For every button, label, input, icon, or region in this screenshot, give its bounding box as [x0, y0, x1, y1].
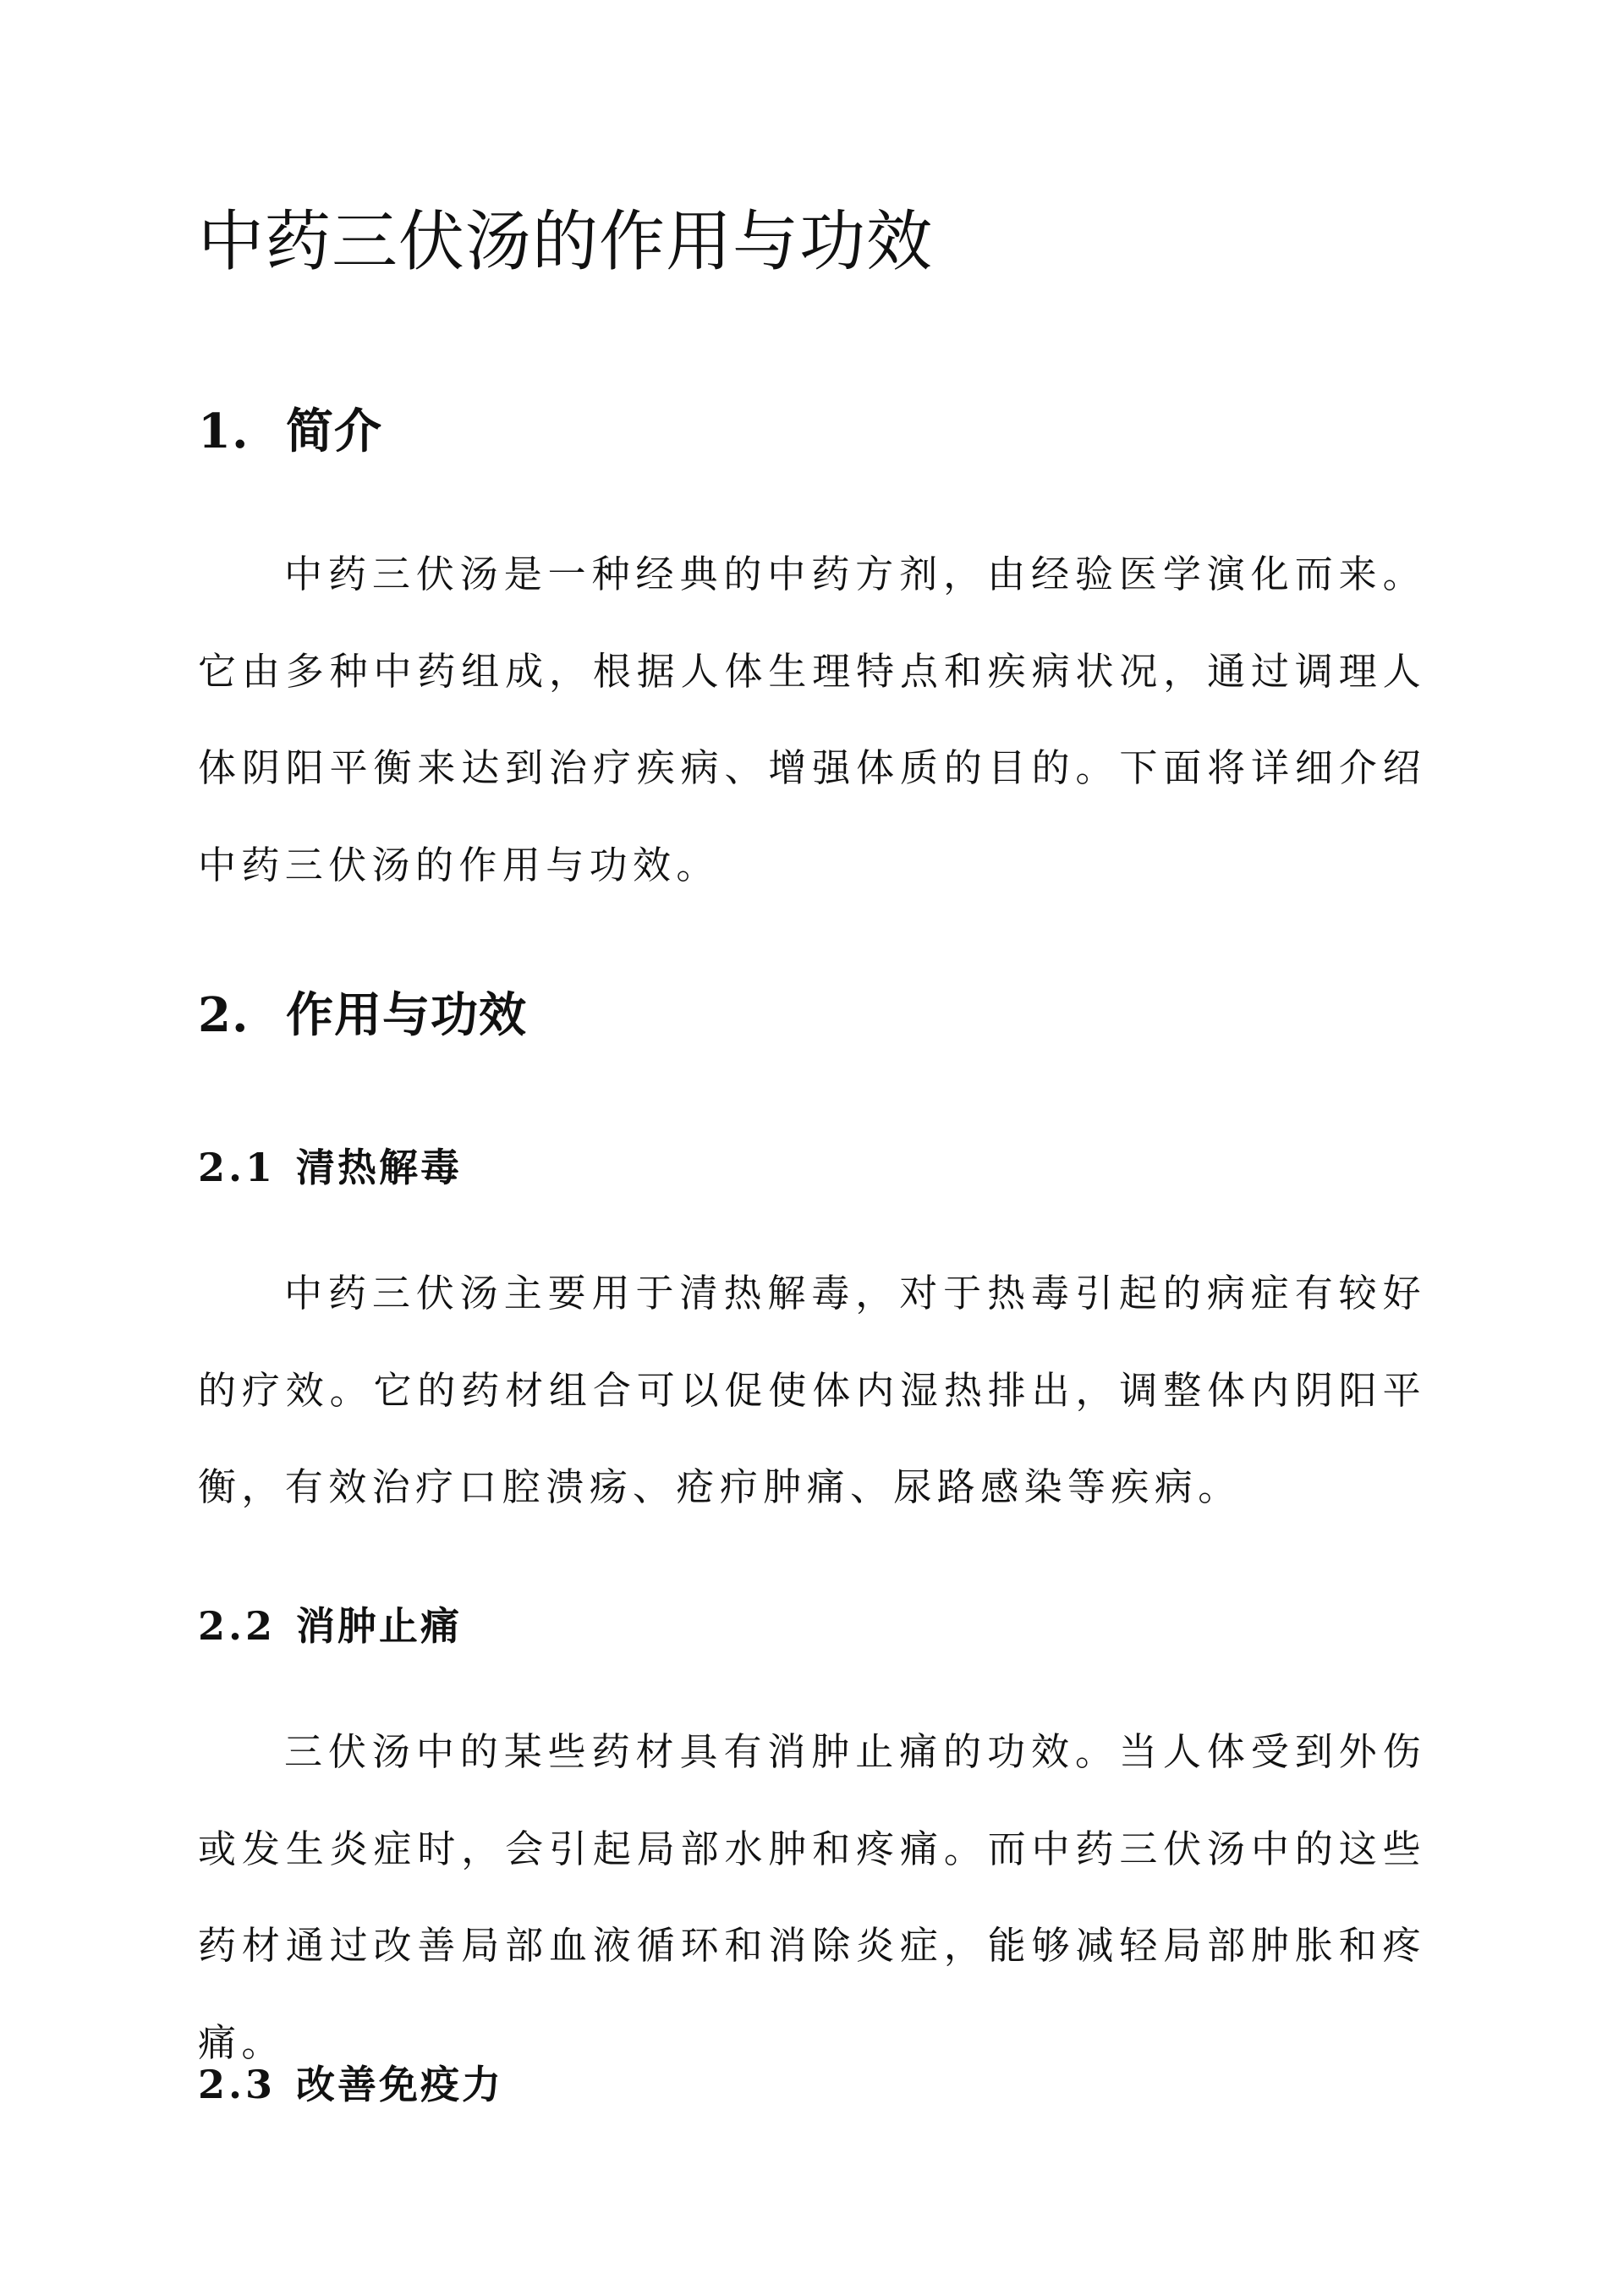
subsection-number: 2.2 — [198, 1603, 277, 1649]
reduce-swelling-paragraph: 三伏汤中的某些药材具有消肿止痛的功效。当人体受到外伤或发生炎症时，会引起局部水肿和疼痛。而中药三伏汤中的这些药材通过改善局部血液循环和消除炎症，能够减轻局部肿胀和疼痛。 — [198, 1729, 1426, 2065]
section-number: 1. — [198, 404, 250, 459]
section-title: 简介 — [286, 404, 382, 459]
subsection-title: 消肿止痛 — [296, 1603, 462, 1649]
subsection-number: 2.3 — [198, 2062, 277, 2107]
section-heading-intro — [198, 401, 382, 462]
clear-heat-paragraph: 中药三伏汤主要用于清热解毒，对于热毒引起的病症有较好的疗效。它的药材组合可以促使体内湿热排出，调整体内阴阳平衡，有效治疗口腔溃疡、疮疖肿痛、尿路感染等疾病。 — [198, 1271, 1426, 1509]
section-title: 作用与功效 — [286, 987, 527, 1043]
document-title: 中药三伏汤的作用与功效 — [198, 204, 934, 280]
subsection-title: 清热解毒 — [296, 1145, 462, 1190]
subsection-heading-reduce-swelling — [198, 1601, 462, 1651]
subsection-title: 改善免疫力 — [296, 2062, 503, 2107]
section-heading-effects — [198, 985, 527, 1046]
subsection-heading-immunity — [198, 2059, 503, 2110]
subsection-heading-clear-heat — [198, 1142, 462, 1193]
section-number: 2. — [198, 987, 250, 1043]
intro-paragraph: 中药三伏汤是一种经典的中药方剂，由经验医学演化而来。它由多种中药组成，根据人体生理特点和疾病状况，通过调理人体阴阳平衡来达到治疗疾病、增强体质的目的。下面将详细介绍中药三伏汤的作用与功效。 — [198, 552, 1426, 887]
subsection-number: 2.1 — [198, 1145, 277, 1190]
